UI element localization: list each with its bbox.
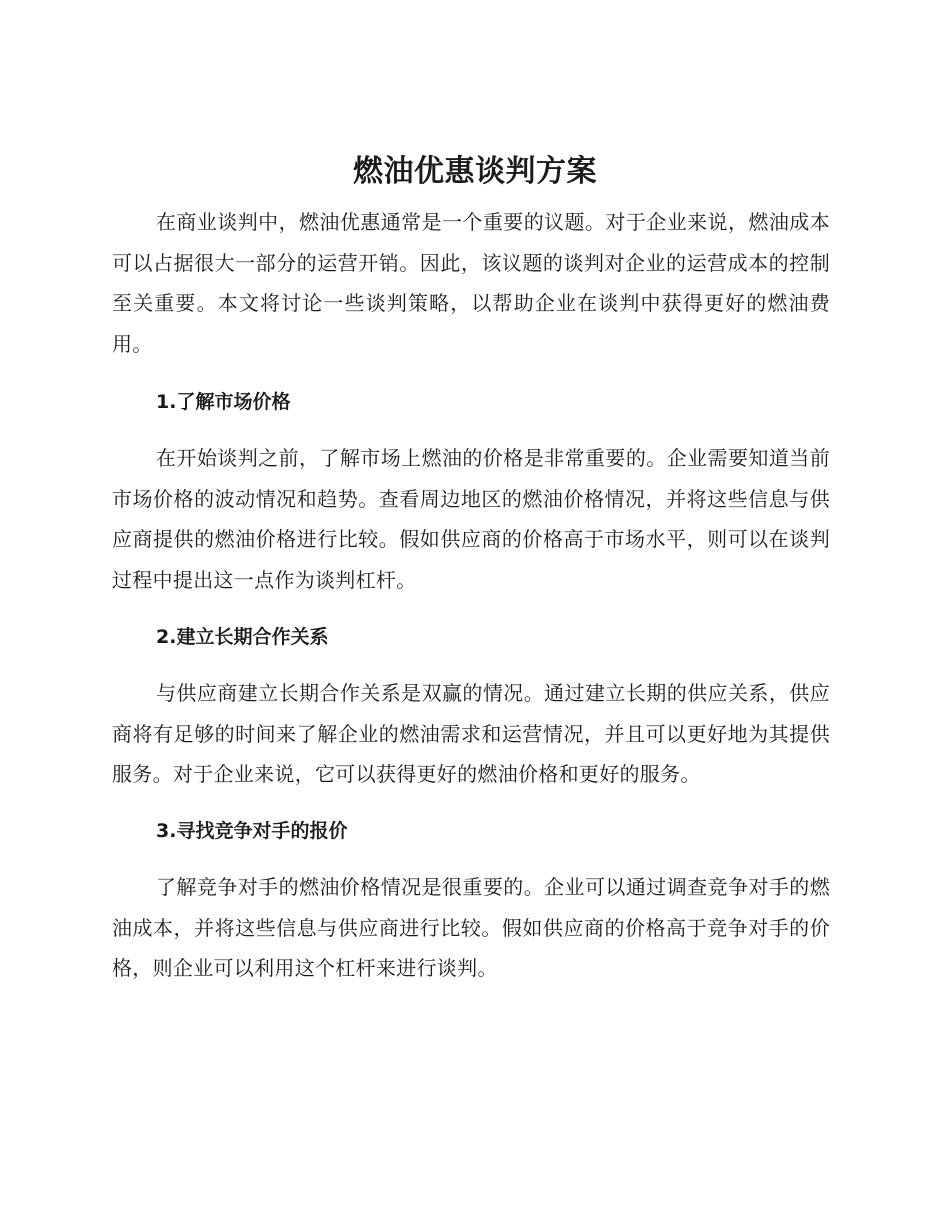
document-title: 燃油优惠谈判方案 bbox=[353, 154, 597, 189]
section-heading-long-term-cooperation: 2.建立长期合作关系 bbox=[156, 626, 329, 648]
section-body-long-term-cooperation: 与供应商建立长期合作关系是双赢的情况。通过建立长期的供应关系，供应商将有足够的时间来了解企业的燃油需求和运营情况，并且可以更好地为其提供服务。对于企业来说，它可以获得更好的燃油价格和更好的服务。 bbox=[112, 681, 830, 786]
section-heading-competitor-quotes: 3.寻找竞争对手的报价 bbox=[156, 820, 348, 842]
section-body-market-price: 在开始谈判之前，了解市场上燃油的价格是非常重要的。企业需要知道当前市场价格的波动情况和趋势。查看周边地区的燃油价格情况，并将这些信息与供应商提供的燃油价格进行比较。假如供应商的价格高于市场水平，则可以在谈判过程中提出这一点作为谈判杠杆。 bbox=[112, 446, 830, 592]
intro-paragraph: 在商业谈判中，燃油优惠通常是一个重要的议题。对于企业来说，燃油成本可以占据很大一部分的运营开销。因此，该议题的谈判对企业的运营成本的控制至关重要。本文将讨论一些谈判策略，以帮助企业在谈判中获得更好的燃油费用。 bbox=[112, 210, 830, 356]
section-body-competitor-quotes: 了解竞争对手的燃油价格情况是很重要的。企业可以通过调查竞争对手的燃油成本，并将这些信息与供应商进行比较。假如供应商的价格高于竞争对手的价格，则企业可以利用这个杠杆来进行谈判。 bbox=[112, 875, 830, 980]
section-heading-market-price: 1.了解市场价格 bbox=[156, 391, 291, 413]
